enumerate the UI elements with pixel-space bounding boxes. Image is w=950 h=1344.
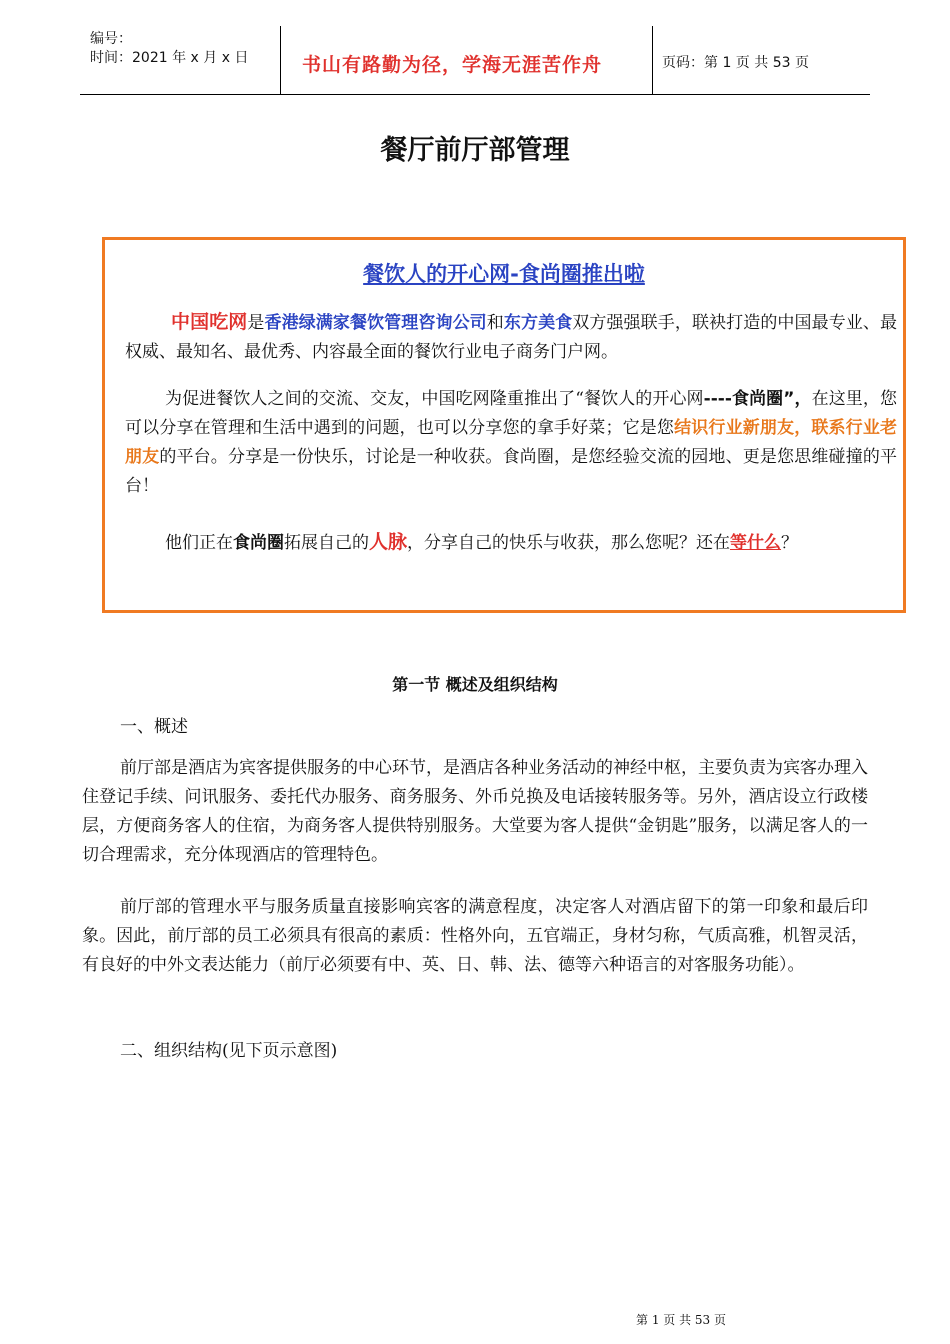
text-span: 拓展自己的 <box>284 533 369 553</box>
text-span: 他们正在 <box>165 533 233 553</box>
section-heading-overview: 一、概述 <box>120 717 188 737</box>
partner-name: 东方美食 <box>503 313 573 333</box>
promo-paragraph-2 <box>125 385 897 501</box>
call-to-action-link[interactable]: 等什么 <box>730 533 782 553</box>
header-motto: 书山有路勤为径，学海无涯苦作舟 <box>302 54 603 76</box>
section-heading-structure: 二、组织结构(见下页示意图) <box>120 1041 338 1061</box>
text-span: ？ <box>781 533 799 553</box>
header-time-label: 时间：2021 年 x 月 x 日 <box>90 50 249 66</box>
header-number-label: 编号： <box>90 31 132 47</box>
promo-paragraph-1 <box>125 308 897 367</box>
section-paragraph-2: 前厅部的管理水平与服务质量直接影响宾客的满意程度，决定客人对酒店留下的第一印象和最后印象。因此，前厅部的员工必须具有很高的素质：性格外向，五官端正，身材匀称，气质高雅，机智灵活，有良好的中外文表达能力（前厅必须要有中、英、日、韩、法、德等六种语言的对客服务功能）。 <box>82 897 868 975</box>
text-span: 双方强强联手，联袂打造的中国最专业、最权威、最知名、最优秀、内容最全面的餐饮行业电子商务门户网。 <box>125 313 898 362</box>
brand-name: 中国吃网 <box>171 311 248 333</box>
section-paragraph-1: 前厅部是酒店为宾客提供服务的中心环节，是酒店各种业务活动的神经中枢，主要负责为宾客办理入住登记手续、问讯服务、委托代办服务、商务服务、外币兑换及电话接转服务等。另外，酒店设立行政楼层，方便商务客人的住宿，为商务客人提供特别服务。大堂要为客人提供“金钥匙”服务，以满足客人的一切合理需求，充分体现酒店的管理特色。 <box>82 758 868 865</box>
header-divider <box>652 26 653 94</box>
promo-title[interactable]: 餐饮人的开心网-食尚圈推出啦 <box>363 262 645 286</box>
document-title: 餐厅前厅部管理 <box>380 135 570 166</box>
section-title: 第一节 概述及组织结构 <box>392 675 558 694</box>
text-span: 和 <box>486 313 504 333</box>
company-name: 香港绿满家餐饮管理咨询公司 <box>264 313 487 333</box>
text-span: 的平台。分享是一份快乐，讨论是一种收获。食尚圈，是您经验交流的园地、更是您思维碰撞的平台！ <box>125 447 898 496</box>
page-header <box>80 26 870 95</box>
text-span: 为促进餐饮人之间的交流、交友，中国吃网隆重推出了“餐饮人的开心网 <box>165 389 704 409</box>
header-page-info: 页码：第 1 页 共 53 页 <box>662 55 809 71</box>
header-divider <box>280 26 281 94</box>
highlight-text: 人脉 <box>369 531 408 553</box>
text-span: ----食尚圈”， <box>703 389 812 409</box>
header-meta <box>90 30 248 68</box>
page-footer: 第 1 页 共 53 页 <box>636 1313 726 1327</box>
promo-box <box>102 237 906 613</box>
text-span: 食尚圈 <box>233 533 284 553</box>
text-span: ，分享自己的快乐与收获，那么您呢？还在 <box>407 533 731 553</box>
text-span: 是 <box>247 313 265 333</box>
promo-paragraph-3 <box>125 528 897 558</box>
text-span: 在这里，您可以分享在管理和生活中遇到的问题，也可以分享您的拿手好菜；它是您 <box>125 389 897 438</box>
highlight-text: 结识行业新朋友，联系行业老朋友 <box>125 418 898 467</box>
